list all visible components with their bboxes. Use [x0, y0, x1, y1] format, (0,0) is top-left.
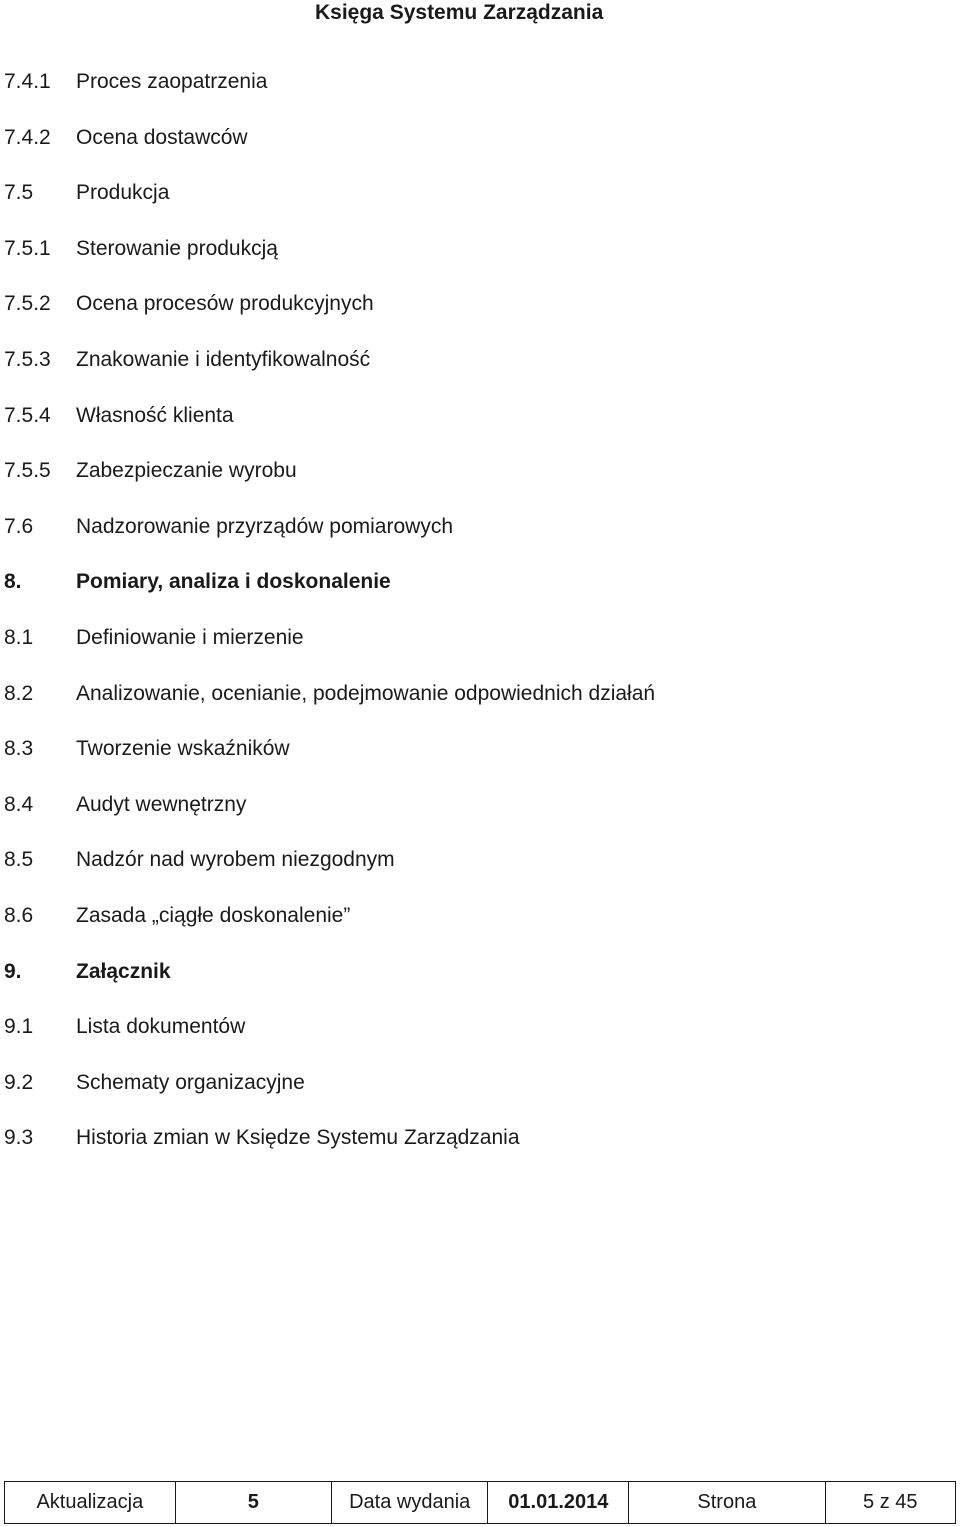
- toc-entry: [4, 734, 944, 790]
- toc-entry-label: Ocena dostawców: [76, 125, 248, 149]
- toc-entry: [4, 512, 944, 568]
- toc-entry-label: Własność klienta: [76, 403, 234, 427]
- toc-entry-number: 9.2: [4, 1070, 34, 1094]
- toc-entry-label: Zasada „ciągłe doskonalenie”: [76, 903, 351, 927]
- footer-row: [5, 1482, 956, 1524]
- toc-entry-number: 9.1: [4, 1015, 34, 1039]
- toc-entry-label: Znakowanie i identyfikowalność: [76, 347, 371, 371]
- toc-entry-number: 7.5: [4, 181, 34, 205]
- toc-entry-label: Sterowanie produkcją: [76, 236, 278, 260]
- toc-entry-label: Produkcja: [76, 181, 170, 205]
- toc-entry-label: Nadzór nad wyrobem niezgodnym: [76, 848, 395, 872]
- toc-entry-label: Tworzenie wskaźników: [76, 737, 290, 761]
- toc-entry-number: 7.4.1: [4, 70, 51, 93]
- toc-entry-number: 7.5.2: [4, 292, 51, 316]
- toc-entry: [4, 289, 944, 345]
- toc-entry-label: Pomiary, analiza i doskonalenie: [76, 570, 391, 594]
- toc-entry: [4, 790, 944, 846]
- toc-entry-number: 7.5.3: [4, 347, 51, 371]
- issue-date-value: 01.01.2014: [488, 1482, 629, 1524]
- toc-entry-label: Ocena procesów produkcyjnych: [76, 292, 374, 316]
- update-value: 5: [175, 1482, 331, 1524]
- update-label: Aktualizacja: [5, 1482, 176, 1524]
- toc-entry: [4, 901, 944, 957]
- toc-entry-label: Lista dokumentów: [76, 1015, 246, 1039]
- toc-entry-number: 7.6: [4, 514, 34, 538]
- table-of-contents: [4, 67, 944, 1179]
- page-value: 5 z 45: [825, 1482, 955, 1524]
- toc-entry: [4, 957, 944, 1013]
- toc-entry: [4, 401, 944, 457]
- page-header: [0, 0, 960, 30]
- toc-entry: [4, 234, 944, 290]
- toc-entry-number: 7.5.5: [4, 459, 51, 483]
- toc-entry-number: 8.6: [4, 903, 34, 927]
- toc-entry: [4, 1068, 944, 1124]
- toc-entry-number: 8.4: [4, 792, 34, 816]
- toc-entry-number: 9.: [4, 959, 22, 983]
- toc-entry: [4, 456, 944, 512]
- page-label: Strona: [629, 1482, 825, 1524]
- toc-entry-label: Audyt wewnętrzny: [76, 792, 247, 816]
- toc-entry-label: Historia zmian w Księdze Systemu Zarządzania: [76, 1126, 520, 1150]
- toc-entry-label: Definiowanie i mierzenie: [76, 625, 304, 649]
- toc-entry: [4, 623, 944, 679]
- toc-entry: [4, 178, 944, 234]
- issue-date-label: Data wydania: [331, 1482, 488, 1524]
- toc-entry-number: 7.4.2: [4, 125, 51, 149]
- toc-entry-label: Zabezpieczanie wyrobu: [76, 459, 297, 483]
- toc-entry-number: 8.1: [4, 625, 34, 649]
- toc-entry-number: 7.5.1: [4, 236, 51, 260]
- toc-entry-label: Schematy organizacyjne: [76, 1070, 305, 1094]
- toc-entry-number: 8.5: [4, 848, 34, 872]
- toc-entry-label: Nadzorowanie przyrządów pomiarowych: [76, 514, 453, 538]
- toc-entry-number: 9.3: [4, 1126, 34, 1150]
- toc-entry: [4, 1012, 944, 1068]
- toc-entry: [4, 845, 944, 901]
- toc-entry-label: Załącznik: [76, 959, 171, 983]
- toc-entry-number: 8.2: [4, 681, 34, 705]
- toc-entry-number: 8.3: [4, 737, 34, 761]
- toc-entry: [4, 67, 944, 123]
- document-title: Księga Systemu Zarządzania: [315, 1, 604, 24]
- toc-entry-number: 8.: [4, 570, 22, 594]
- toc-entry: [4, 345, 944, 401]
- toc-entry-label: Proces zaopatrzenia: [76, 70, 268, 93]
- toc-entry: [4, 1123, 944, 1179]
- toc-entry-number: 7.5.4: [4, 403, 51, 427]
- toc-entry: [4, 679, 944, 735]
- toc-entry: [4, 567, 944, 623]
- footer-info-table: [4, 1481, 956, 1524]
- toc-entry: [4, 123, 944, 179]
- toc-entry-label: Analizowanie, ocenianie, podejmowanie odpowiednich działań: [76, 681, 656, 705]
